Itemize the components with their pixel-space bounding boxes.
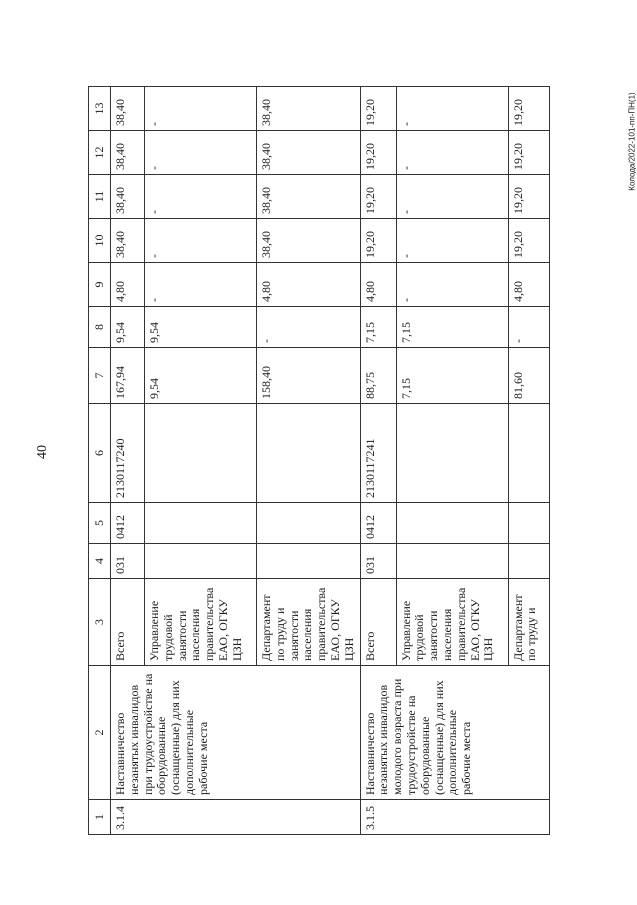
table-cell: 7,15: [396, 348, 508, 404]
table-cell: [257, 544, 361, 579]
table-cell: 38,40: [257, 87, 361, 131]
table-cell: 19,20: [360, 219, 396, 263]
header-row: [89, 87, 111, 835]
table-cell: [145, 503, 257, 544]
table-cell: 167,94: [111, 348, 145, 404]
table-cell: 4,80: [360, 263, 396, 307]
table-cell: 19,20: [508, 131, 549, 175]
table-cell: -: [508, 307, 549, 348]
table-cell: 19,20: [508, 87, 549, 131]
table-row: [360, 87, 396, 835]
executor-cell: Департамент по труду и занятости населения правительства ЕАО, ОГКУ ЦЗН: [257, 579, 361, 666]
table-cell: 0412: [360, 503, 396, 544]
table-cell: -: [145, 87, 257, 131]
table-cell: -: [396, 219, 508, 263]
table-cell: [508, 503, 549, 544]
item-number: 3.1.4: [111, 800, 361, 835]
table-cell: [145, 544, 257, 579]
table-cell: 9,54: [111, 307, 145, 348]
table-cell: 38,40: [257, 219, 361, 263]
header-cell: 3: [89, 579, 111, 666]
table-cell: 031: [360, 544, 396, 579]
table-cell: -: [257, 307, 361, 348]
document-code: Колода/2022-101-пп-ПН(1): [627, 92, 637, 191]
header-cell: 2: [89, 666, 111, 800]
executor-cell: Департамент по труду и: [508, 579, 549, 666]
table-cell: 0412: [111, 503, 145, 544]
header-cell: 6: [89, 404, 111, 503]
item-name: Наставничество незанятых инвалидов при трудоустройстве на оборудованные (оснащенные) для них дополнительные рабочие места: [111, 666, 361, 800]
table-cell: -: [145, 131, 257, 175]
item-name: Наставничество незанятых инвалидов молодого возраста при трудоустройстве на оборудованные (оснащенные) для них дополнительные рабочие места: [360, 666, 549, 800]
executor-cell: Всего: [360, 579, 396, 666]
header-cell: 10: [89, 219, 111, 263]
table-cell: 2130117240: [111, 404, 145, 503]
table-cell: 19,20: [360, 175, 396, 219]
table-row: [111, 87, 145, 835]
table-cell: 19,20: [508, 219, 549, 263]
table-cell: -: [396, 87, 508, 131]
table-cell: 19,20: [508, 175, 549, 219]
table-cell: -: [145, 219, 257, 263]
budget-table: [88, 86, 550, 835]
header-cell: 8: [89, 307, 111, 348]
table-cell: 9,54: [145, 348, 257, 404]
table-cell: [257, 404, 361, 503]
table-cell: 88,75: [360, 348, 396, 404]
table-cell: 38,40: [257, 131, 361, 175]
table-cell: 38,40: [111, 175, 145, 219]
page-number: 40: [35, 445, 50, 459]
header-cell: 9: [89, 263, 111, 307]
table-cell: 4,80: [508, 263, 549, 307]
table-cell: -: [145, 263, 257, 307]
header-cell: 13: [89, 87, 111, 131]
executor-cell: Управление трудовой занятости населения правительства ЕАО, ОГКУ ЦЗН: [145, 579, 257, 666]
table-cell: 19,20: [360, 87, 396, 131]
table-cell: 38,40: [257, 175, 361, 219]
header-cell: 5: [89, 503, 111, 544]
item-number: 3.1.5: [360, 800, 549, 835]
table-cell: 7,15: [360, 307, 396, 348]
table-cell: 38,40: [111, 131, 145, 175]
table-cell: -: [396, 263, 508, 307]
header-cell: 7: [89, 348, 111, 404]
table-cell: 2130117241: [360, 404, 396, 503]
table-cell: 4,80: [111, 263, 145, 307]
header-cell: 4: [89, 544, 111, 579]
table-cell: [508, 404, 549, 503]
table-cell: [257, 503, 361, 544]
table-cell: 158,40: [257, 348, 361, 404]
executor-cell: Всего: [111, 579, 145, 666]
table-cell: -: [396, 175, 508, 219]
table-cell: 4,80: [257, 263, 361, 307]
table-cell: 9,54: [145, 307, 257, 348]
table-container: [88, 87, 550, 835]
executor-cell: Управление трудовой занятости населения правительства ЕАО, ОГКУ ЦЗН: [396, 579, 508, 666]
header-cell: 11: [89, 175, 111, 219]
table-cell: [508, 544, 549, 579]
table-cell: [396, 503, 508, 544]
header-cell: 12: [89, 131, 111, 175]
table-cell: -: [145, 175, 257, 219]
table-cell: 19,20: [360, 131, 396, 175]
table-cell: [396, 404, 508, 503]
table-cell: 7,15: [396, 307, 508, 348]
header-cell: 1: [89, 800, 111, 835]
table-cell: 81,60: [508, 348, 549, 404]
table-cell: 38,40: [111, 219, 145, 263]
table-cell: 38,40: [111, 87, 145, 131]
table-cell: [145, 404, 257, 503]
table-cell: -: [396, 131, 508, 175]
table-cell: [396, 544, 508, 579]
table-cell: 031: [111, 544, 145, 579]
